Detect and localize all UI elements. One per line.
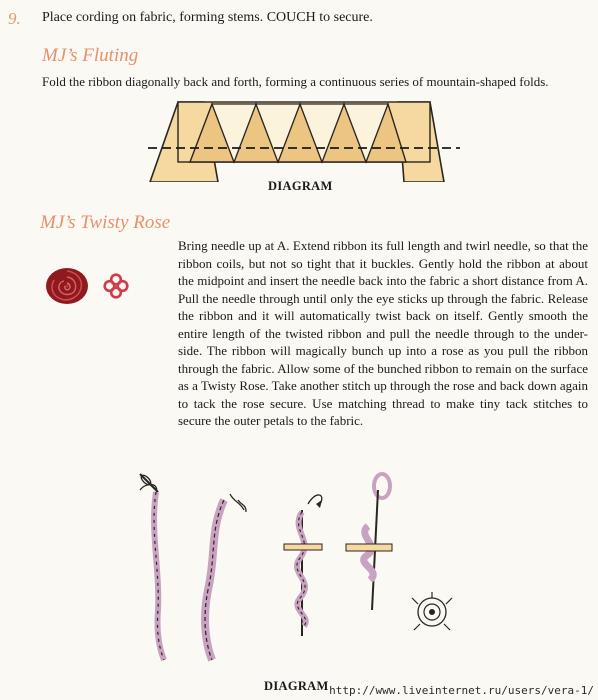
- fluting-description: Fold the ribbon diagonally back and forth, forming a continuous series of mountain-shaped folds.: [42, 74, 549, 89]
- watermark-url: http://www.liveinternet.ru/users/vera-1/: [329, 684, 594, 697]
- twisty-rose-diagram-caption: DIAGRAM: [264, 679, 329, 693]
- step-text: Place cording on fabric, forming stems. COUCH to secure.: [42, 10, 373, 25]
- twisty-rose-description: Bring needle up at A. Extend ribbon its full length and twirl needle, so that the ribbon coils, but not so tight that it buckles. Gently hold the ribbon at about the midpoint and insert the needle back into the fabric a short distance from A. Pull the needle through until only the eye sticks up through the fabric. Release the ribbon and it will automatically twist back on itself. Gently smooth the entire length of the twisted ribbon and pull the needle through to the under-side. The ribbon will magically bunch up into a rose as you pull the ribbon through the fabric. Allow some of the bunched ribbon to remain on the surface as a Twisty Rose. Take another stitch up through the rose and back down again to tack the rose secure. Use matching thread to make tiny tack stitches to secure the outer petals to the fabric.: [178, 238, 588, 428]
- twisty-rose-heading: MJ’s Twisty Rose: [40, 212, 171, 233]
- step-number: 9.: [8, 9, 21, 28]
- fluting-diagram-caption: DIAGRAM: [268, 179, 333, 193]
- twist-figure-1: [140, 474, 164, 660]
- twist-figure-3: [284, 495, 322, 636]
- fluting-diagram: [148, 98, 460, 182]
- twist-figure-4: [346, 474, 392, 610]
- twisty-rose-diagram: [120, 460, 470, 672]
- fluting-heading: MJ’s Fluting: [42, 45, 139, 66]
- rose-icon: [44, 266, 90, 306]
- twist-figure-5: [412, 592, 452, 630]
- four-petal-flower-icon: [103, 273, 129, 299]
- twist-figure-2: [205, 494, 246, 660]
